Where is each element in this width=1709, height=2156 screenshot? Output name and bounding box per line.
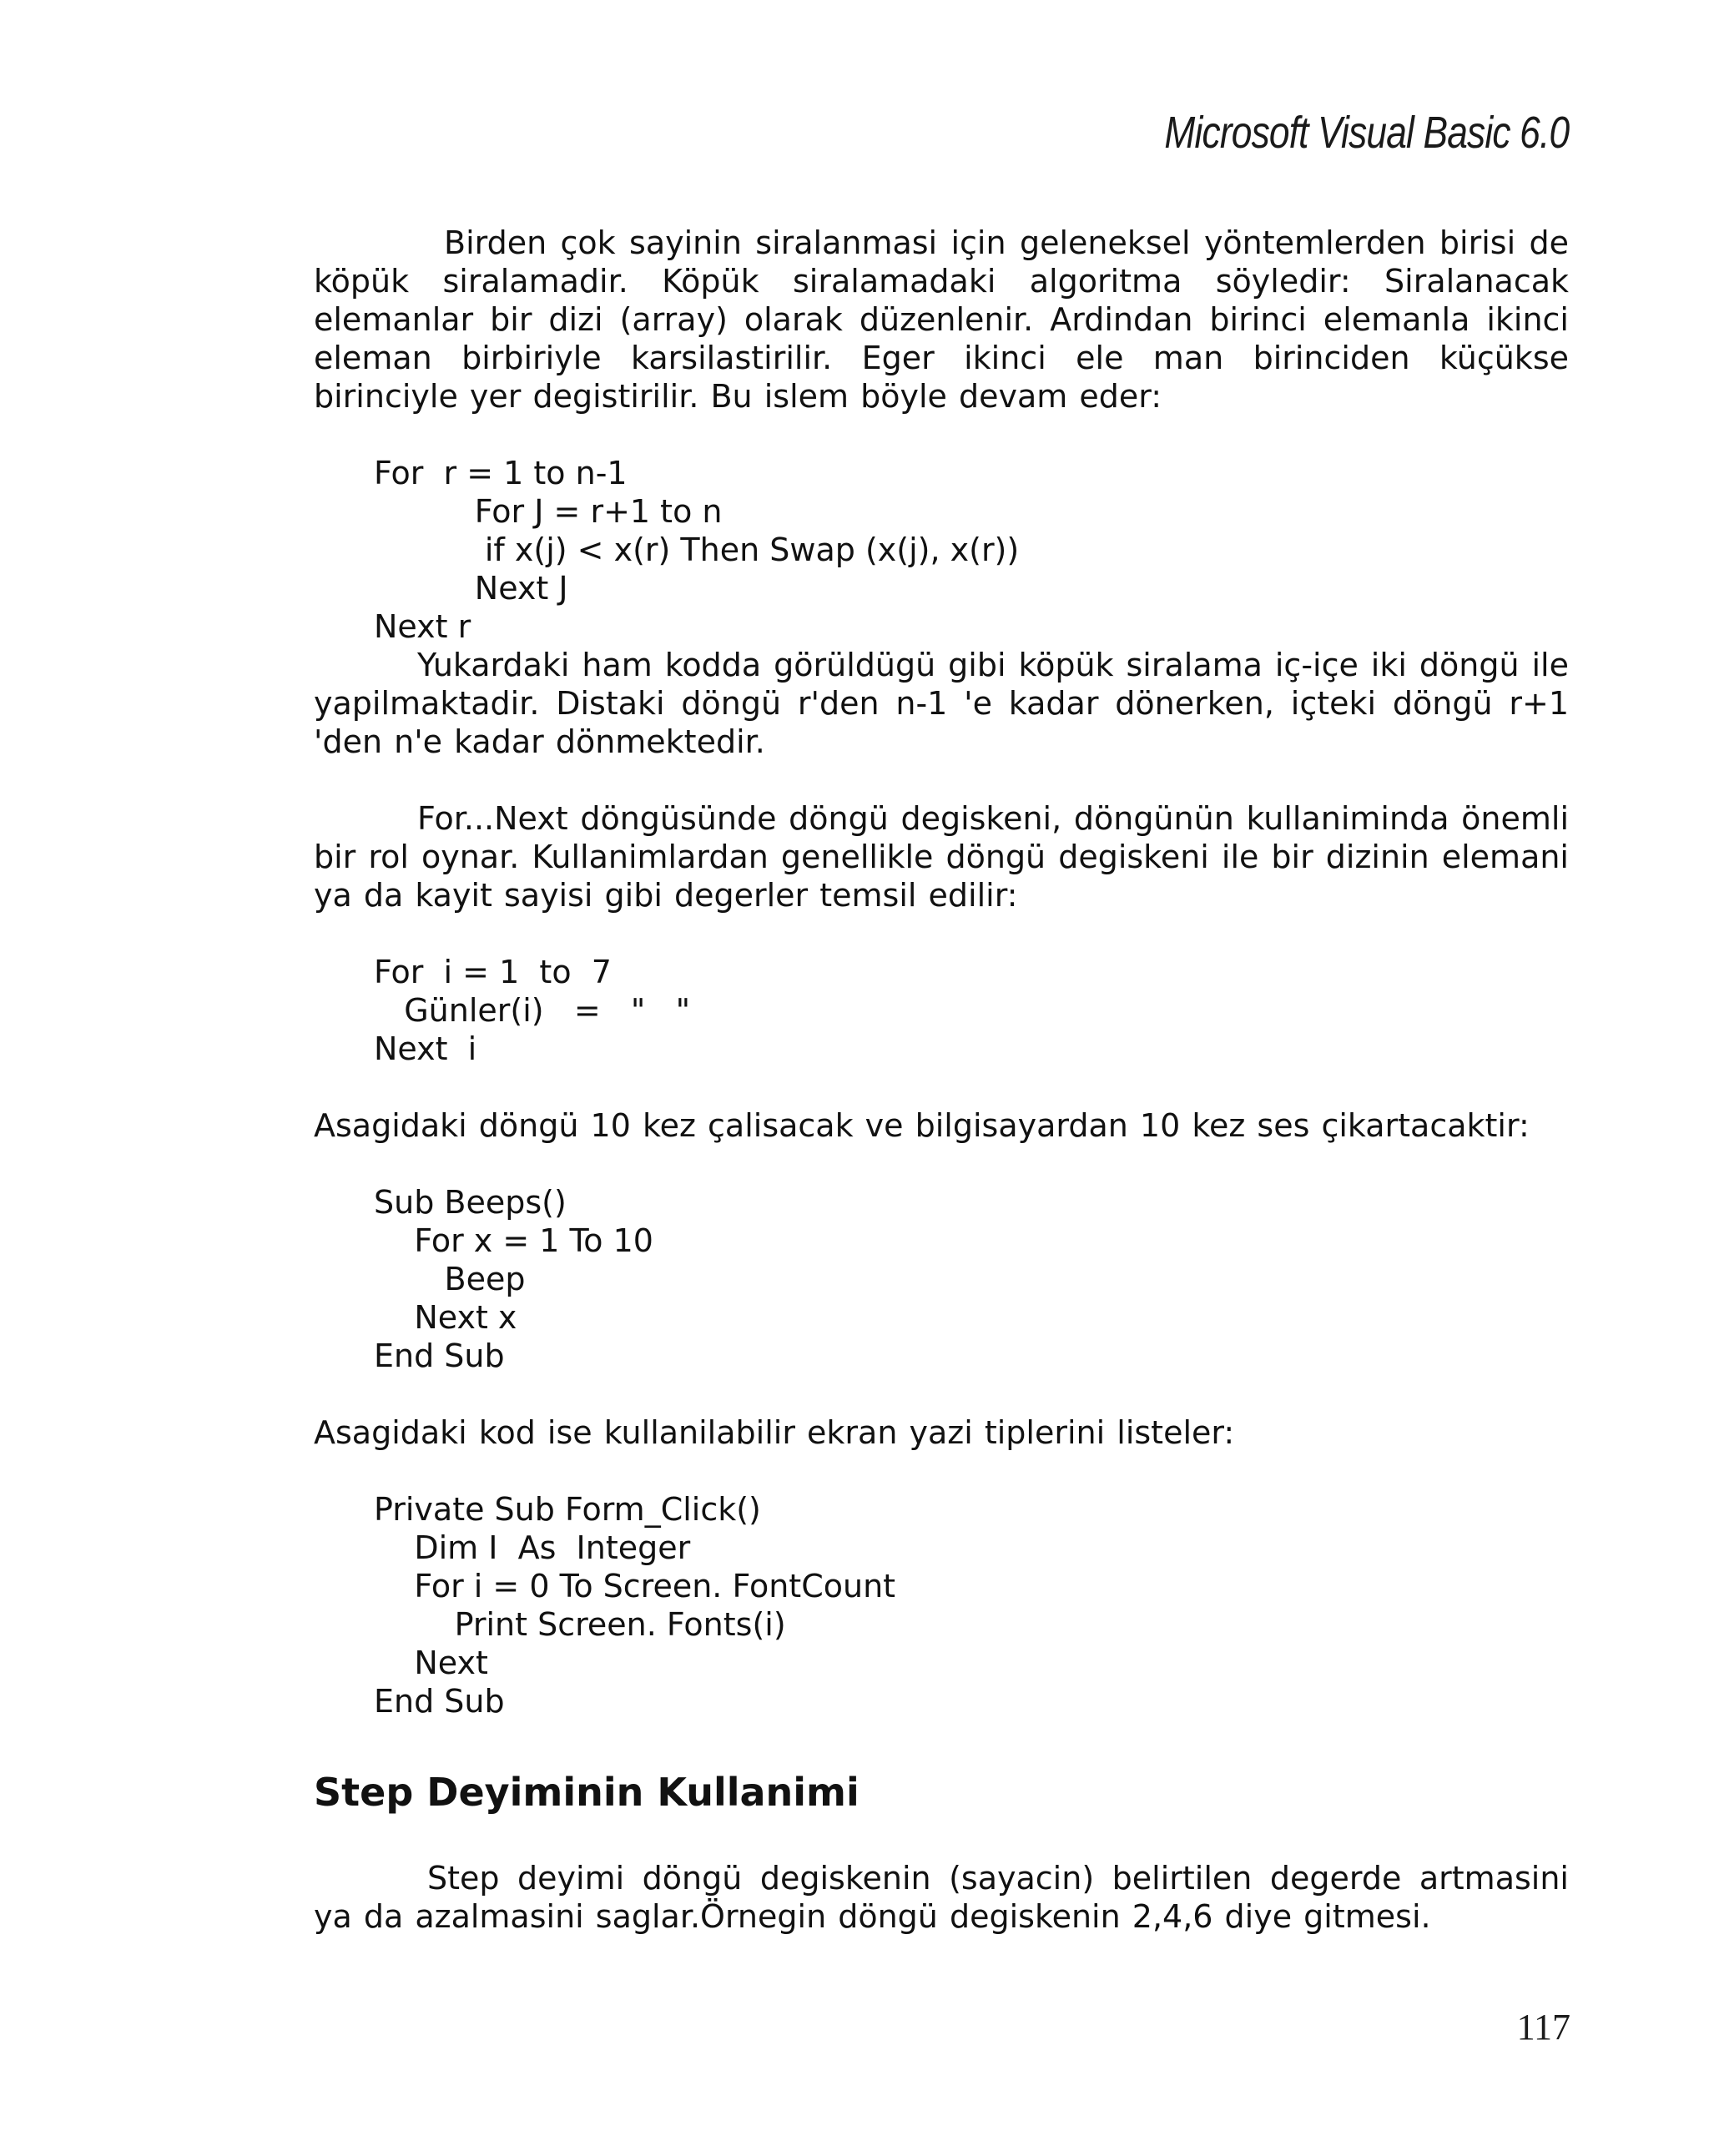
code-line: Beep	[374, 1261, 526, 1297]
code-line: Next r	[374, 608, 471, 645]
code-line: Sub Beeps()	[374, 1184, 567, 1221]
code-bubble-sort	[314, 454, 1569, 646]
code-line: End Sub	[374, 1337, 505, 1374]
code-line: For r = 1 to n-1	[374, 455, 628, 491]
code-line: For J = r+1 to n	[374, 493, 723, 530]
beep-intro: Asagidaki döngü 10 kez çalisacak ve bilgisayardan 10 kez ses çikartacaktir:	[314, 1107, 1530, 1144]
code-line: Private Sub Form_Click()	[374, 1491, 761, 1528]
spacer	[314, 1068, 1569, 1106]
fornext-paragraph: For...Next döngüsünde döngü degiskeni, döngünün kullaniminda önemli bir rol oynar. Kullanimlardan genellikle döngü degiskeni ile bir dizinin elemani ya da kayit sayisi gibi degerler temsil edilir:	[314, 800, 1569, 914]
spacer	[314, 1145, 1569, 1183]
spacer	[314, 1452, 1569, 1490]
code-line: Dim I As Integer	[374, 1529, 691, 1566]
code-beeps	[314, 1183, 1569, 1375]
code-line: Günler(i) = " "	[374, 992, 691, 1029]
running-header: Microsoft Visual Basic 6.0	[1164, 108, 1569, 158]
fonts-intro: Asagidaki kod ise kullanilabilir ekran yazi tiplerini listeler:	[314, 1414, 1235, 1451]
section-heading: Step Deyiminin Kullanimi	[314, 1770, 860, 1815]
code-line: End Sub	[374, 1683, 505, 1720]
code-line: Next x	[374, 1299, 517, 1336]
spacer	[314, 1720, 1569, 1767]
code-line: For x = 1 To 10	[374, 1222, 653, 1259]
code-line: For i = 1 to 7	[374, 954, 612, 990]
intro-paragraph: Birden çok sayinin siralanmasi için geleneksel yöntemlerden birisi de köpük siralamadir. Köpük siralamadaki algoritma söyledir: Siralanacak elemanlar bir dizi (array) olarak düzenlenir. Ardindan birinci elemanla ikinci eleman birbiriyle karsilastirilir. Eger ikinci ele man birinciden küçükse birinciyle yer degistirilir. Bu islem böyle devam eder:	[314, 224, 1569, 415]
code-line: Next J	[374, 570, 568, 607]
code-fonts	[314, 1490, 1569, 1720]
code-line: Next i	[374, 1030, 477, 1067]
spacer	[314, 1375, 1569, 1413]
spacer	[314, 761, 1569, 799]
step-paragraph: Step deyimi döngü degiskenin (sayacin) belirtilen degerde artmasini ya da azalmasini saglar.Örnegin döngü degiskenin 2,4,6 diye gitmesi.	[314, 1860, 1569, 1935]
code-line: if x(j) < x(r) Then Swap (x(j), x(r))	[374, 531, 1020, 568]
page-number: 117	[1516, 2007, 1570, 2048]
spacer	[314, 914, 1569, 953]
spacer	[314, 416, 1569, 454]
code-line: Print Screen. Fonts(i)	[374, 1606, 786, 1643]
page-content	[314, 224, 1569, 1936]
bubble-explanation: Yukardaki ham kodda görüldügü gibi köpük siralama iç-içe iki döngü ile yapilmaktadir. Distaki döngü r'den n-1 'e kadar dönerken, içteki döngü r+1 'den n'e kadar dönmektedir.	[314, 647, 1569, 760]
code-line: Next	[374, 1645, 488, 1681]
code-line: For i = 0 To Screen. FontCount	[374, 1568, 896, 1604]
code-gunler	[314, 953, 1569, 1068]
spacer	[314, 1817, 1569, 1859]
